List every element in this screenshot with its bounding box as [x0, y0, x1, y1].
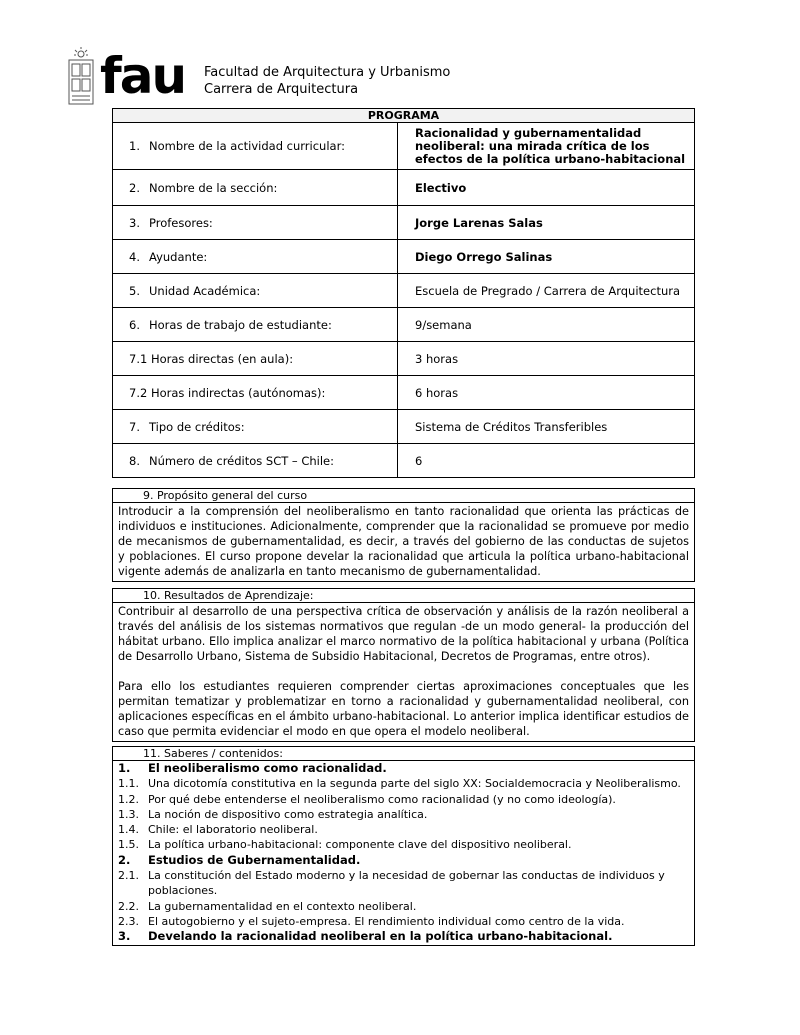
row-value: 9/semana: [398, 308, 695, 342]
table-row: [113, 376, 695, 410]
university-seal-icon: [66, 46, 96, 106]
list-item: 1.2. Por qué debe entenderse el neoliberalismo como racionalidad (y no como ideología).: [118, 792, 616, 806]
row-value: Jorge Larenas Salas: [398, 206, 695, 240]
row-value: 6 horas: [398, 376, 695, 410]
purpose-section: [112, 488, 695, 582]
row-value: Sistema de Créditos Transferibles: [398, 410, 695, 444]
row-label: Número de créditos SCT – Chile:: [149, 453, 334, 468]
row-label: Profesores:: [149, 215, 213, 230]
list-item: 1.4. Chile: el laboratorio neoliberal.: [118, 823, 318, 837]
list-item: 1. El neoliberalismo como racionalidad.: [118, 761, 387, 775]
row-label: Ayudante:: [149, 249, 208, 264]
row-label: Horas de trabajo de estudiante:: [149, 317, 332, 332]
program-title: PROGRAMA: [113, 109, 695, 123]
contents-section: [112, 746, 695, 946]
row-value: Escuela de Pregrado / Carrera de Arquitectura: [398, 274, 695, 308]
section-title: 11. Saberes / contenidos:: [113, 747, 694, 761]
section-title: 10. Resultados de Aprendizaje:: [113, 589, 694, 603]
page-header: [66, 46, 666, 108]
row-value: 6: [398, 444, 695, 478]
row-label: 7.2 Horas indirectas (autónomas):: [129, 385, 326, 400]
learning-paragraph: Contribuir al desarrollo de una perspectiva crítica de observación y análisis de la razón neoliberal a través del análisis de los sistemas normativos que regulan -de un modo general- la producción del hábitat urbano. Ello implica analizar el marco normativo de la política habitacional y urbana (Política de Desarrollo Urbano, Sistema de Subsidio Habitacional, Decretos de Programas, entre otros).: [118, 605, 689, 663]
table-row: 4. Ayudante: Diego Orrego Salinas: [113, 240, 695, 274]
faculty-heading: [204, 64, 450, 98]
row-value: Diego Orrego Salinas: [398, 240, 695, 274]
row-label: Unidad Académica:: [149, 283, 261, 298]
fau-logo: fau: [100, 47, 186, 105]
row-value: Racionalidad y gubernamentalidad neoliberal: una mirada crítica de los efectos de la política urbano-habitacional: [398, 123, 695, 170]
table-row: 6. Horas de trabajo de estudiante: 9/semana: [113, 308, 695, 342]
table-row: 3. Profesores: Jorge Larenas Salas: [113, 206, 695, 240]
list-item: 1.1. Una dicotomía constitutiva en la segunda parte del siglo XX: Socialdemocracia y Neoliberalismo.: [118, 777, 681, 791]
row-label: Tipo de créditos:: [149, 419, 245, 434]
list-item: 2.2. La gubernamentalidad en el contexto neoliberal.: [118, 899, 417, 913]
career-name: Carrera de Arquitectura: [204, 82, 359, 97]
list-item: 2.3. El autogobierno y el sujeto-empresa. El rendimiento individual como centro de la vida.: [118, 914, 625, 928]
list-item: 2.1. La constitución del Estado moderno y la necesidad de gobernar las conductas de individuos y poblaciones.: [118, 869, 665, 898]
list-item: 3. Develando la racionalidad neoliberal en la política urbano-habitacional.: [118, 929, 613, 944]
table-row: 8. Número de créditos SCT – Chile: 6: [113, 444, 695, 478]
table-row: 7. Tipo de créditos: Sistema de Créditos Transferibles: [113, 410, 695, 444]
faculty-name: Facultad de Arquitectura y Urbanismo: [204, 65, 451, 80]
row-label: Nombre de la sección:: [149, 180, 278, 195]
table-row: [113, 342, 695, 376]
contents-list: [113, 761, 694, 945]
row-value: 3 horas: [398, 342, 695, 376]
row-value: Electivo: [398, 170, 695, 206]
table-row: 2. Nombre de la sección: Electivo: [113, 170, 695, 206]
program-table: [112, 108, 695, 478]
list-item: 2. Estudios de Gubernamentalidad.: [118, 852, 361, 867]
list-item: 1.5. La política urbano-habitacional: componente clave del dispositivo neoliberal.: [118, 838, 572, 852]
table-row: 5. Unidad Académica: Escuela de Pregrado / Carrera de Arquitectura: [113, 274, 695, 308]
table-row: 1. Nombre de la actividad curricular: Racionalidad y gubernamentalidad neoliberal: una mirada crítica de los efectos de la política urbano-habitacional: [113, 123, 695, 170]
section-title: 9. Propósito general del curso: [113, 489, 694, 503]
learning-section: [112, 588, 695, 742]
list-item: 1.3. La noción de dispositivo como estrategia analítica.: [118, 807, 428, 821]
learning-paragraph: Para ello los estudiantes requieren comprender ciertas aproximaciones conceptuales que les permitan tematizar y problematizar en torno a racionalidad y gubernamentalidad neoliberal, con aplicaciones específicas en el ámbito urbano-habitacional. Lo anterior implica identificar estudios de caso que permita evidenciar el modo en que opera el modelo neoliberal.: [118, 680, 689, 738]
purpose-text: Introducir a la comprensión del neoliberalismo en tanto racionalidad que orienta las prácticas de individuos e instituciones. Adicionalmente, comprender que la racionalidad se promueve por medio de mecanismos de gubernamentalidad, es decir, a través del gobierno de las conductas de sujetos y poblaciones. El curso propone develar la racionalidad que articula la política urbano-habitacional vigente además de analizarla en tanto mecanismo de gubernamentalidad.: [118, 505, 689, 578]
row-label: 7.1 Horas directas (en aula):: [129, 351, 294, 366]
row-label: Nombre de la actividad curricular:: [149, 139, 345, 153]
